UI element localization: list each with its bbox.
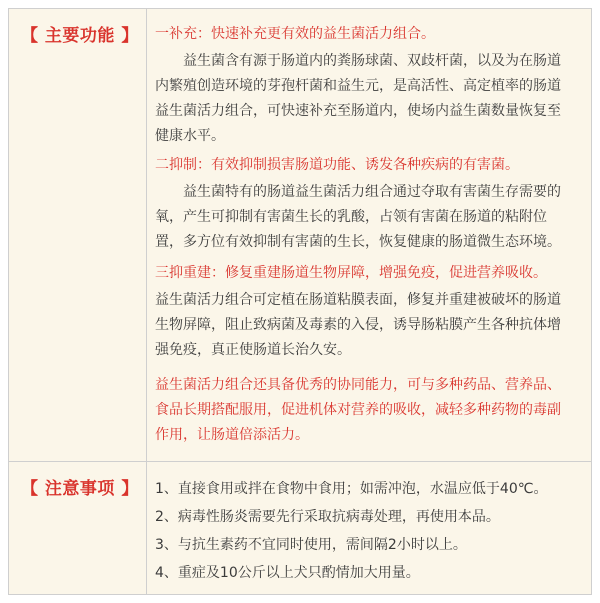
column-divider <box>146 9 147 594</box>
item1-line: 内繁殖创造环境的芽孢杆菌和益生元，是高活性、高定植率的肠道 <box>155 78 561 94</box>
item1-line: 健康水平。 <box>155 128 225 144</box>
summary-line: 食品长期搭配服用，促进机体对营养的吸收，减轻多种药物的毒副 <box>155 402 561 418</box>
item1-line: 益生菌含有源于肠道内的粪肠球菌、双歧杆菌，以及为在肠道 <box>183 53 561 69</box>
info-table <box>8 8 592 595</box>
item2-line: 氧，产生可抑制有害菌生长的乳酸，占领有害菌在肠道的粘附位 <box>155 209 547 225</box>
main-functions-content <box>155 22 583 448</box>
item2-line: 置，多方位有效抑制有害菌的生长，恢复健康的肠道微生态环境。 <box>155 234 561 250</box>
note-item: 2、病毒性肠炎需要先行采取抗病毒处理，再使用本品。 <box>155 509 500 525</box>
main-functions-label: 【 主要功能 】 <box>21 26 139 46</box>
item1-line: 益生菌活力组合，可快速补充至肠道内，使场内益生菌数量恢复至 <box>155 103 561 119</box>
item1-heading: 一补充：快速补充更有效的益生菌活力组合。 <box>155 26 435 42</box>
summary-line: 益生菌活力组合还具备优秀的协同能力，可与多种药品、营养品、 <box>155 377 561 393</box>
summary-line: 作用，让肠道倍添活力。 <box>155 427 309 443</box>
item2-line: 益生菌特有的肠道益生菌活力组合通过夺取有害菌生存需要的 <box>183 184 561 200</box>
notes-content <box>155 475 583 587</box>
item3-line: 生物屏障，阻止致病菌及毒素的入侵，诱导肠粘膜产生各种抗体增 <box>155 317 561 333</box>
notes-label: 【 注意事项 】 <box>21 479 139 499</box>
row-divider <box>9 461 591 462</box>
note-item: 4、重症及10公斤以上犬只酌情加大用量。 <box>155 565 420 581</box>
item3-heading: 三抑重建：修复重建肠道生物屏障，增强免疫，促进营养吸收。 <box>155 265 547 281</box>
item3-line: 强免疫，真正使肠道长治久安。 <box>155 342 351 358</box>
note-item: 1、直接食用或拌在食物中食用；如需冲泡，水温应低于40℃。 <box>155 481 548 497</box>
item3-line: 益生菌活力组合可定植在肠道粘膜表面，修复并重建被破坏的肠道 <box>155 292 561 308</box>
note-item: 3、与抗生素药不宜同时使用，需间隔2小时以上。 <box>155 537 467 553</box>
item2-heading: 二抑制：有效抑制损害肠道功能、诱发各种疾病的有害菌。 <box>155 157 519 173</box>
